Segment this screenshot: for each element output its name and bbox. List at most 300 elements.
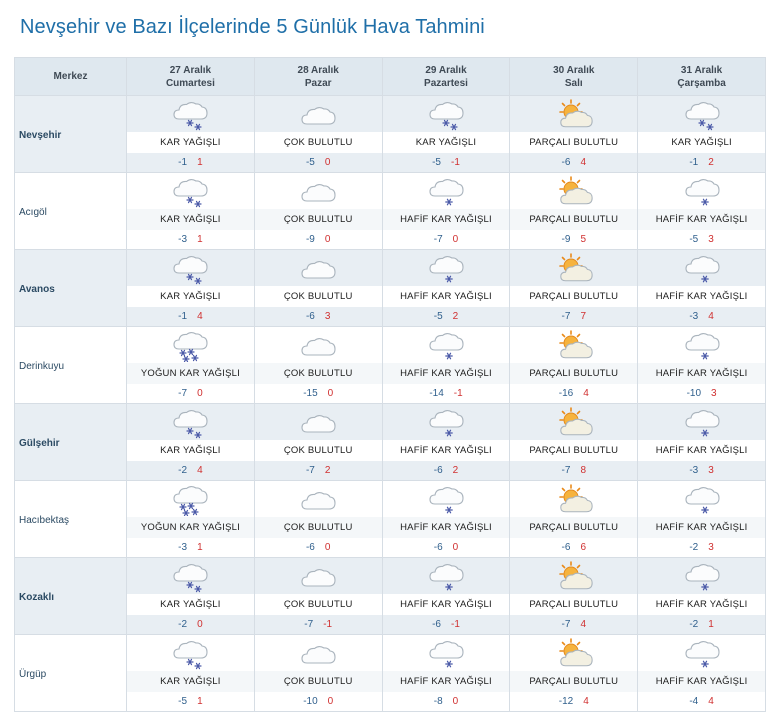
forecast-cell [127, 96, 255, 173]
cloudy-icon [298, 328, 338, 362]
min-temp: -10 [303, 696, 318, 707]
weather-description: HAFİF KAR YAĞIŞLI [383, 517, 510, 538]
min-temp: -6 [305, 311, 315, 322]
forecast-cell [255, 481, 383, 558]
max-temp: 4 [580, 619, 587, 630]
weather-description: HAFİF KAR YAĞIŞLI [638, 671, 765, 692]
table-row [15, 173, 766, 250]
max-temp: 3 [324, 311, 331, 322]
weather-description: ÇOK BULUTLU [255, 440, 382, 461]
snow-cloud-icon [170, 559, 210, 593]
weather-description: HAFİF KAR YAĞIŞLI [383, 363, 510, 384]
temperature-range [383, 307, 510, 326]
weather-icon-slot [255, 96, 382, 132]
weather-description: PARÇALI BULUTLU [510, 209, 637, 230]
light-snow-icon [682, 174, 722, 208]
forecast-cell [127, 250, 255, 327]
light-snow-icon [426, 482, 466, 516]
header-weekday: Çarşamba [677, 77, 726, 89]
header-merkez-label: Merkez [53, 71, 88, 82]
weather-icon-slot [383, 250, 510, 286]
weather-icon-slot [510, 96, 637, 132]
temperature-range [383, 153, 510, 172]
light-snow-icon [426, 559, 466, 593]
forecast-cell [638, 558, 766, 635]
temperature-range [255, 230, 382, 249]
temperature-range [255, 461, 382, 480]
forecast-cell [255, 635, 383, 712]
weather-icon-slot [127, 558, 254, 594]
weather-description: KAR YAĞIŞLI [127, 671, 254, 692]
temperature-range [127, 153, 254, 172]
forecast-cell [638, 635, 766, 712]
weather-icon-slot [383, 173, 510, 209]
max-temp: 4 [708, 696, 714, 707]
forecast-cell [383, 250, 511, 327]
min-temp: -1 [689, 157, 699, 168]
max-temp: -1 [450, 157, 460, 168]
weather-icon-slot [255, 173, 382, 209]
weather-description: PARÇALI BULUTLU [510, 594, 637, 615]
cloudy-icon [298, 251, 338, 285]
weather-description: HAFİF KAR YAĞIŞLI [638, 517, 765, 538]
temperature-range [127, 615, 254, 634]
partly-cloudy-icon [554, 405, 594, 439]
temperature-range [383, 461, 510, 480]
max-temp: 4 [580, 157, 587, 168]
weather-description: YOĞUN KAR YAĞIŞLI [127, 363, 254, 384]
min-temp: -5 [432, 157, 441, 168]
weather-description: KAR YAĞIŞLI [127, 209, 254, 230]
weather-description: PARÇALI BULUTLU [510, 286, 637, 307]
temperature-range [383, 538, 510, 557]
weather-icon-slot [638, 96, 765, 132]
temperature-range [638, 153, 765, 172]
weather-icon-slot [510, 558, 637, 594]
min-temp: -7 [561, 465, 571, 476]
min-temp: -3 [178, 234, 188, 245]
forecast-cell [383, 635, 511, 712]
temperature-range [510, 384, 637, 403]
page-title: Nevşehir ve Bazı İlçelerinde 5 Günlük Hava Tahmini [20, 16, 485, 38]
weather-icon-slot [638, 404, 765, 440]
weather-icon-slot [127, 327, 254, 363]
weather-icon-slot [255, 404, 382, 440]
snow-cloud-icon [170, 405, 210, 439]
temperature-range [255, 538, 382, 557]
temperature-range [510, 692, 637, 711]
max-temp: 0 [327, 696, 334, 707]
temperature-range [638, 615, 765, 634]
forecast-cell [638, 96, 766, 173]
temperature-range [510, 538, 637, 557]
light-snow-icon [426, 405, 466, 439]
temperature-range [383, 692, 510, 711]
weather-icon-slot [255, 635, 382, 671]
forecast-cell [383, 173, 511, 250]
weather-description: KAR YAĞIŞLI [127, 132, 254, 153]
weather-icon-slot [383, 481, 510, 517]
min-temp: -7 [178, 388, 188, 399]
min-temp: -7 [304, 619, 314, 630]
max-temp: 0 [197, 619, 203, 630]
cloudy-icon [298, 174, 338, 208]
min-temp: -4 [689, 696, 699, 707]
cloudy-icon [298, 559, 338, 593]
temperature-range [127, 384, 254, 403]
forecast-cell [510, 558, 638, 635]
weather-icon-slot [510, 173, 637, 209]
forecast-cell [638, 327, 766, 404]
min-temp: -7 [305, 465, 315, 476]
max-temp: 1 [708, 619, 714, 630]
weather-icon-slot [383, 96, 510, 132]
temperature-range [255, 384, 382, 403]
weather-icon-slot [255, 250, 382, 286]
weather-description: PARÇALI BULUTLU [510, 363, 637, 384]
temperature-range [127, 307, 254, 326]
weather-description: KAR YAĞIŞLI [127, 440, 254, 461]
header-merkez [15, 58, 127, 96]
forecast-cell [127, 558, 255, 635]
max-temp: 7 [580, 311, 587, 322]
table-row [15, 327, 766, 404]
min-temp: -14 [429, 388, 444, 399]
temperature-range [510, 307, 637, 326]
city-name: Ürgüp [15, 635, 127, 712]
cloudy-icon [298, 636, 338, 670]
partly-cloudy-icon [554, 97, 594, 131]
weather-icon-slot [383, 404, 510, 440]
weather-description: PARÇALI BULUTLU [510, 517, 637, 538]
partly-cloudy-icon [554, 636, 594, 670]
temperature-range [255, 307, 382, 326]
forecast-cell [127, 327, 255, 404]
weather-icon-slot [127, 250, 254, 286]
table-row [15, 404, 766, 481]
weather-icon-slot [510, 250, 637, 286]
temperature-range [127, 461, 254, 480]
weather-icon-slot [638, 635, 765, 671]
min-temp: -1 [178, 157, 188, 168]
weather-description: ÇOK BULUTLU [255, 286, 382, 307]
max-temp: 0 [452, 542, 459, 553]
min-temp: -9 [305, 234, 315, 245]
heavy-snow-icon [170, 328, 210, 362]
min-temp: -1 [178, 311, 188, 322]
cloudy-icon [298, 405, 338, 439]
weather-icon-slot [383, 327, 510, 363]
forecast-cell [638, 404, 766, 481]
max-temp: 4 [197, 465, 203, 476]
heavy-snow-icon [170, 482, 210, 516]
city-name: Avanos [15, 250, 127, 327]
weather-description: KAR YAĞIŞLI [638, 132, 765, 153]
temperature-range [255, 615, 382, 634]
snow-cloud-icon [426, 97, 466, 131]
light-snow-icon [682, 482, 722, 516]
weather-description: HAFİF KAR YAĞIŞLI [638, 440, 765, 461]
weather-description: ÇOK BULUTLU [255, 363, 382, 384]
min-temp: -5 [178, 696, 188, 707]
max-temp: 8 [580, 465, 587, 476]
header-day-2 [255, 58, 383, 96]
forecast-cell [638, 173, 766, 250]
forecast-cell [510, 250, 638, 327]
snow-cloud-icon [682, 97, 722, 131]
light-snow-icon [682, 328, 722, 362]
snow-cloud-icon [170, 251, 210, 285]
weather-description: ÇOK BULUTLU [255, 594, 382, 615]
max-temp: 5 [580, 234, 587, 245]
weather-icon-slot [255, 481, 382, 517]
partly-cloudy-icon [554, 328, 594, 362]
min-temp: -6 [432, 619, 441, 630]
max-temp: 2 [452, 465, 459, 476]
forecast-cell [255, 96, 383, 173]
forecast-cell [127, 635, 255, 712]
weather-description: PARÇALI BULUTLU [510, 440, 637, 461]
min-temp: -2 [689, 619, 699, 630]
light-snow-icon [682, 559, 722, 593]
header-weekday: Salı [564, 77, 583, 89]
weather-description: KAR YAĞIŞLI [127, 594, 254, 615]
forecast-cell [383, 404, 511, 481]
table-row [15, 558, 766, 635]
weather-description: HAFİF KAR YAĞIŞLI [383, 440, 510, 461]
forecast-cell [510, 481, 638, 558]
max-temp: 2 [324, 465, 331, 476]
table-row [15, 250, 766, 327]
min-temp: -6 [433, 465, 443, 476]
min-temp: -6 [561, 542, 571, 553]
weather-description: HAFİF KAR YAĞIŞLI [383, 286, 510, 307]
light-snow-icon [426, 251, 466, 285]
light-snow-icon [682, 636, 722, 670]
weather-icon-slot [638, 327, 765, 363]
weather-icon-slot [510, 635, 637, 671]
min-temp: -3 [689, 465, 699, 476]
weather-icon-slot [127, 173, 254, 209]
header-day-3 [383, 58, 511, 96]
temperature-range [510, 615, 637, 634]
min-temp: -9 [561, 234, 571, 245]
weather-icon-slot [383, 635, 510, 671]
city-name: Kozaklı [15, 558, 127, 635]
min-temp: -2 [178, 465, 188, 476]
header-date: 30 Aralık [553, 64, 595, 76]
weather-icon-slot [638, 481, 765, 517]
snow-cloud-icon [170, 636, 210, 670]
partly-cloudy-icon [554, 482, 594, 516]
forecast-cell [638, 481, 766, 558]
max-temp: 0 [324, 234, 331, 245]
temperature-range [383, 230, 510, 249]
forecast-cell [127, 481, 255, 558]
weather-description: PARÇALI BULUTLU [510, 671, 637, 692]
partly-cloudy-icon [554, 559, 594, 593]
weather-icon-slot [638, 250, 765, 286]
max-temp: 3 [708, 542, 714, 553]
header-weekday: Pazartesi [424, 77, 468, 89]
weather-icon-slot [510, 327, 637, 363]
header-date: 28 Aralık [297, 64, 339, 76]
temperature-range [638, 692, 765, 711]
max-temp: 1 [197, 542, 203, 553]
weather-description: HAFİF KAR YAĞIŞLI [383, 594, 510, 615]
light-snow-icon [682, 405, 722, 439]
weather-icon-slot [510, 481, 637, 517]
weather-icon-slot [255, 558, 382, 594]
max-temp: 0 [324, 157, 331, 168]
weather-description: HAFİF KAR YAĞIŞLI [638, 209, 765, 230]
weather-icon-slot [127, 96, 254, 132]
forecast-cell [383, 558, 511, 635]
weather-icon-slot [638, 173, 765, 209]
weather-description: PARÇALI BULUTLU [510, 132, 637, 153]
weather-icon-slot [127, 635, 254, 671]
weather-description: ÇOK BULUTLU [255, 209, 382, 230]
max-temp: 4 [197, 311, 203, 322]
max-temp: -1 [323, 619, 333, 630]
min-temp: -5 [433, 311, 443, 322]
weather-icon-slot [255, 327, 382, 363]
city-name: Derinkuyu [15, 327, 127, 404]
min-temp: -7 [433, 234, 443, 245]
forecast-cell [510, 96, 638, 173]
weather-description: HAFİF KAR YAĞIŞLI [383, 209, 510, 230]
temperature-range [510, 153, 637, 172]
temperature-range [383, 615, 510, 634]
temperature-range [638, 461, 765, 480]
max-temp: 3 [711, 388, 717, 399]
max-temp: 3 [708, 465, 714, 476]
min-temp: -6 [561, 157, 571, 168]
weather-description: YOĞUN KAR YAĞIŞLI [127, 517, 254, 538]
forecast-cell [127, 404, 255, 481]
weather-description: KAR YAĞIŞLI [127, 286, 254, 307]
header-weekday: Pazar [304, 77, 332, 89]
header-weekday: Cumartesi [165, 77, 215, 89]
city-name: Acıgöl [15, 173, 127, 250]
weather-icon-slot [127, 404, 254, 440]
max-temp: 2 [708, 157, 714, 168]
temperature-range [383, 384, 510, 403]
min-temp: -3 [689, 311, 699, 322]
forecast-cell [510, 404, 638, 481]
snow-cloud-icon [170, 97, 210, 131]
header-day-4 [510, 58, 638, 96]
partly-cloudy-icon [554, 251, 594, 285]
forecast-cell [127, 173, 255, 250]
temperature-range [255, 692, 382, 711]
min-temp: -2 [178, 619, 188, 630]
forecast-cell [510, 635, 638, 712]
max-temp: -1 [453, 388, 463, 399]
forecast-cell [638, 250, 766, 327]
header-date: 31 Aralık [680, 64, 723, 76]
table-header [15, 58, 766, 96]
light-snow-icon [426, 636, 466, 670]
weather-description: KAR YAĞIŞLI [383, 132, 510, 153]
temperature-range [510, 461, 637, 480]
min-temp: -7 [561, 311, 571, 322]
weather-description: ÇOK BULUTLU [255, 671, 382, 692]
cloudy-icon [298, 97, 338, 131]
max-temp: 1 [197, 696, 203, 707]
temperature-range [638, 384, 765, 403]
min-temp: -10 [686, 388, 702, 399]
min-temp: -16 [558, 388, 574, 399]
max-temp: 1 [197, 234, 203, 245]
weather-description: ÇOK BULUTLU [255, 132, 382, 153]
city-name: Nevşehir [15, 96, 127, 173]
max-temp: 2 [452, 311, 459, 322]
snow-cloud-icon [170, 174, 210, 208]
max-temp: 4 [708, 311, 714, 322]
max-temp: 4 [583, 388, 589, 399]
table-row [15, 481, 766, 558]
max-temp: 0 [197, 388, 203, 399]
forecast-cell [255, 173, 383, 250]
weather-icon-slot [638, 558, 765, 594]
max-temp: -1 [450, 619, 460, 630]
forecast-cell [255, 250, 383, 327]
light-snow-icon [426, 328, 466, 362]
header-day-1 [127, 58, 255, 96]
forecast-cell [510, 173, 638, 250]
min-temp: -5 [689, 234, 699, 245]
min-temp: -8 [433, 696, 443, 707]
temperature-range [127, 538, 254, 557]
forecast-cell [255, 327, 383, 404]
temperature-range [638, 307, 765, 326]
temperature-range [638, 538, 765, 557]
table-row [15, 635, 766, 712]
min-temp: -5 [305, 157, 315, 168]
min-temp: -6 [305, 542, 315, 553]
light-snow-icon [682, 251, 722, 285]
light-snow-icon [426, 174, 466, 208]
header-date: 27 Aralık [169, 64, 212, 76]
weather-description: HAFİF KAR YAĞIŞLI [638, 363, 765, 384]
weather-icon-slot [383, 558, 510, 594]
max-temp: 3 [708, 234, 714, 245]
min-temp: -12 [558, 696, 574, 707]
forecast-cell [383, 481, 511, 558]
max-temp: 0 [452, 696, 459, 707]
header-day-5 [638, 58, 766, 96]
temperature-range [255, 153, 382, 172]
min-temp: -15 [303, 388, 318, 399]
max-temp: 0 [452, 234, 459, 245]
forecast-cell [383, 96, 511, 173]
forecast-cell [383, 327, 511, 404]
temperature-range [127, 692, 254, 711]
partly-cloudy-icon [554, 174, 594, 208]
max-temp: 1 [197, 157, 203, 168]
weather-description: HAFİF KAR YAĞIŞLI [638, 594, 765, 615]
min-temp: -2 [689, 542, 699, 553]
weather-description: HAFİF KAR YAĞIŞLI [383, 671, 510, 692]
min-temp: -3 [178, 542, 188, 553]
temperature-range [510, 230, 637, 249]
table-row [15, 96, 766, 173]
temperature-range [638, 230, 765, 249]
max-temp: 0 [324, 542, 331, 553]
forecast-cell [255, 558, 383, 635]
city-name: Gülşehir [15, 404, 127, 481]
